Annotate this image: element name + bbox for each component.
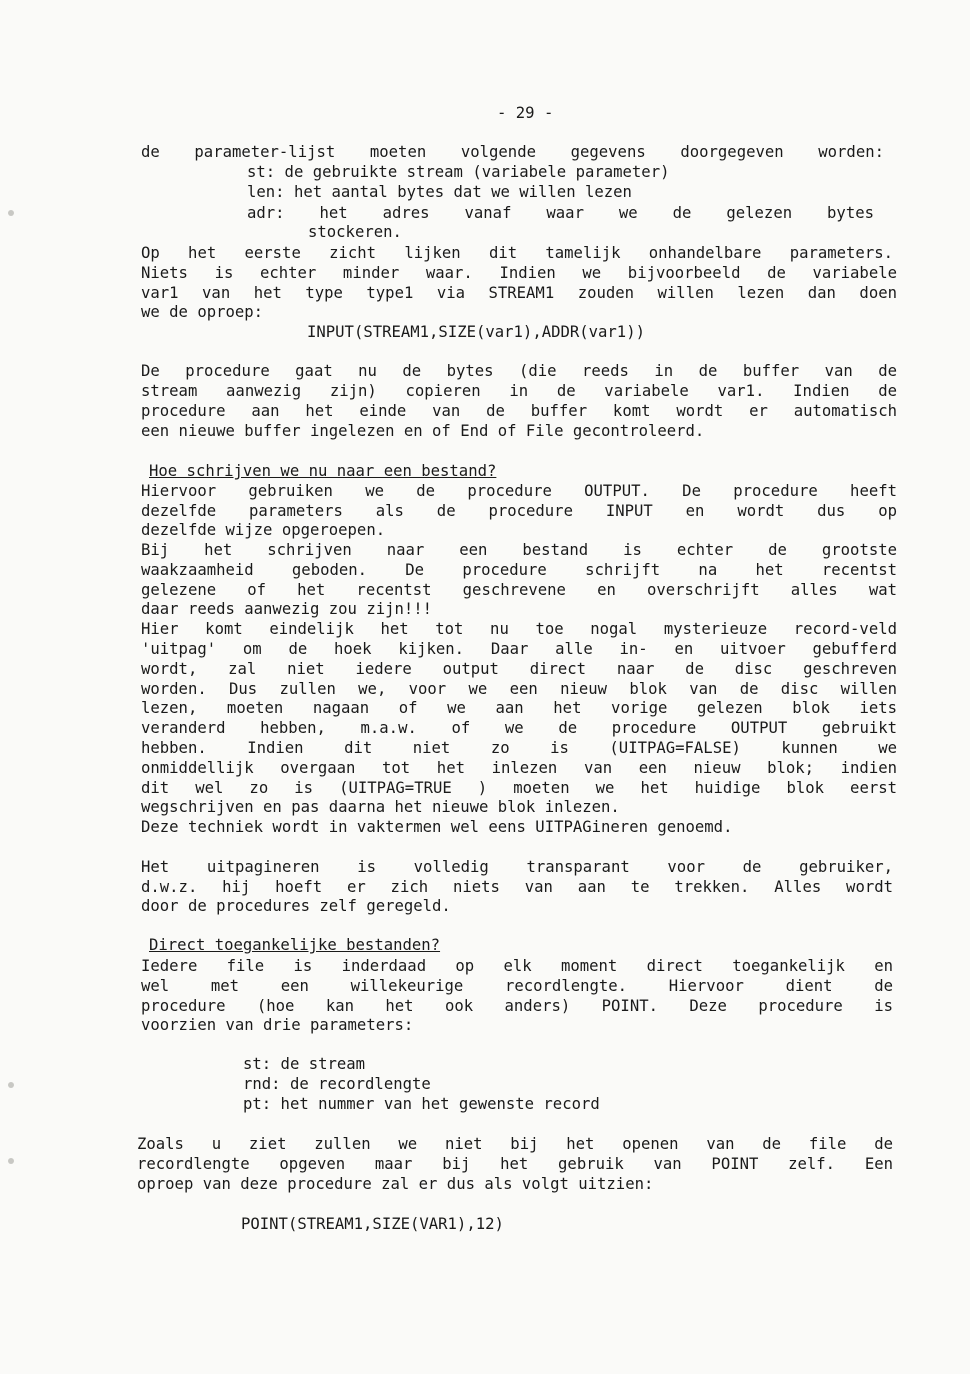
paragraph-line: worden. Dus zullen we, voor we een nieuw blok van de disc willen (141, 680, 897, 698)
paragraph-line: veranderd hebben, m.a.w. of we de procedure OUTPUT gebruikt (141, 719, 897, 737)
code-example: POINT(STREAM1,SIZE(VAR1),12) (241, 1215, 504, 1233)
punch-hole-mark (8, 1082, 14, 1088)
paragraph-line: hebben. Indien dit niet zo is (UITPAG=FALSE) kunnen we (141, 739, 897, 757)
paragraph-line: Hiervoor gebruiken we de procedure OUTPUT. De procedure heeft (141, 482, 897, 500)
paragraph-line: Iedere file is inderdaad op elk moment direct toegankelijk en (141, 957, 893, 975)
param-item: rnd: de recordlengte (243, 1075, 431, 1093)
paragraph-line: oproep van deze procedure zal er dus als volgt uitzien: (137, 1175, 654, 1193)
section-heading: Hoe schrijven we nu naar een bestand? (149, 462, 497, 480)
paragraph-line: recordlengte opgeven maar bij het gebruik van POINT zelf. Een (137, 1155, 893, 1173)
paragraph-line: Op het eerste zicht lijken dit tamelijk onhandelbare parameters. (141, 244, 893, 262)
paragraph-line: Hier komt eindelijk het tot nu toe nogal mysterieuze record-veld (141, 620, 897, 638)
paragraph-line: Deze techniek wordt in vaktermen wel eens UITPAGineren genoemd. (141, 818, 733, 836)
param-item: st: de gebruikte stream (variabele parameter) (247, 163, 670, 181)
paragraph-line: dezelfde wijze opgeroepen. (141, 521, 386, 539)
paragraph-line: procedure (hoe kan het ook anders) POINT. Deze procedure is (141, 997, 893, 1015)
paragraph-line: voorzien van drie parameters: (141, 1016, 414, 1034)
paragraph-line: Het uitpagineren is volledig transparant voor de gebruiker, (141, 858, 893, 876)
paragraph-line: dezelfde parameters als de procedure INPUT en wordt dus op (141, 502, 897, 520)
punch-hole-mark (8, 1158, 14, 1164)
paragraph-line: door de procedures zelf geregeld. (141, 897, 451, 915)
paragraph-line: wegschrijven en pas daarna het nieuwe blok inlezen. (141, 798, 620, 816)
paragraph-line: De procedure gaat nu de bytes (die reeds in de buffer van de (141, 362, 897, 380)
paragraph-line: lezen, moeten nagaan of we aan het vorige gelezen blok iets (141, 699, 897, 717)
param-item: len: het aantal bytes dat we willen lezen (247, 183, 632, 201)
paragraph-line: wel met een willekeurige recordlengte. Hiervoor dient de (141, 977, 893, 995)
param-item: adr: het adres vanaf waar we de gelezen bytes (247, 204, 874, 222)
paragraph-line: Zoals u ziet zullen we niet bij het openen van de file de (137, 1135, 893, 1153)
paragraph-line: dit wel zo is (UITPAG=TRUE ) moeten we het huidige blok eerst (141, 779, 897, 797)
paragraph-line: we de oproep: (141, 303, 264, 321)
page-number: - 29 - (497, 104, 554, 122)
paragraph-line: stream aanwezig zijn) copieren in de variabele var1. Indien de (141, 382, 897, 400)
paragraph-line: d.w.z. hij hoeft er zich niets van aan te trekken. Alles wordt (141, 878, 893, 896)
paragraph-line: een nieuwe buffer ingelezen en of End of File gecontroleerd. (141, 422, 705, 440)
paragraph-line: procedure aan het einde van de buffer komt wordt er automatisch (141, 402, 897, 420)
param-item: stockeren. (308, 223, 402, 241)
paragraph-line: gelezene of het recentst geschrevene en overschrijft alles wat (141, 581, 897, 599)
param-item: pt: het nummer van het gewenste record (243, 1095, 600, 1113)
paragraph-line: onmiddellijk overgaan tot het inlezen van een nieuw blok; indien (141, 759, 897, 777)
punch-hole-mark (8, 210, 14, 216)
paragraph-line: Niets is echter minder waar. Indien we bijvoorbeeld de variabele (141, 264, 897, 282)
paragraph-line: Bij het schrijven naar een bestand is echter de grootste (141, 541, 897, 559)
param-item: st: de stream (243, 1055, 366, 1073)
paragraph-line: 'uitpag' om de hoek kijken. Daar alle in- en uitvoer gebufferd (141, 640, 897, 658)
section-heading: Direct toegankelijke bestanden? (149, 936, 441, 954)
paragraph-line: daar reeds aanwezig zou zijn!!! (141, 600, 433, 618)
paragraph-line: waakzaamheid geboden. De procedure schrijft na het recentst (141, 561, 897, 579)
paragraph-line: wordt, zal niet iedere output direct naar de disc geschreven (141, 660, 897, 678)
paragraph-line: var1 van het type type1 via STREAM1 zouden willen lezen dan doen (141, 284, 897, 302)
params-intro: de parameter-lijst moeten volgende gegevens doorgegeven worden: (141, 143, 884, 161)
code-example: INPUT(STREAM1,SIZE(var1),ADDR(var1)) (307, 323, 645, 341)
